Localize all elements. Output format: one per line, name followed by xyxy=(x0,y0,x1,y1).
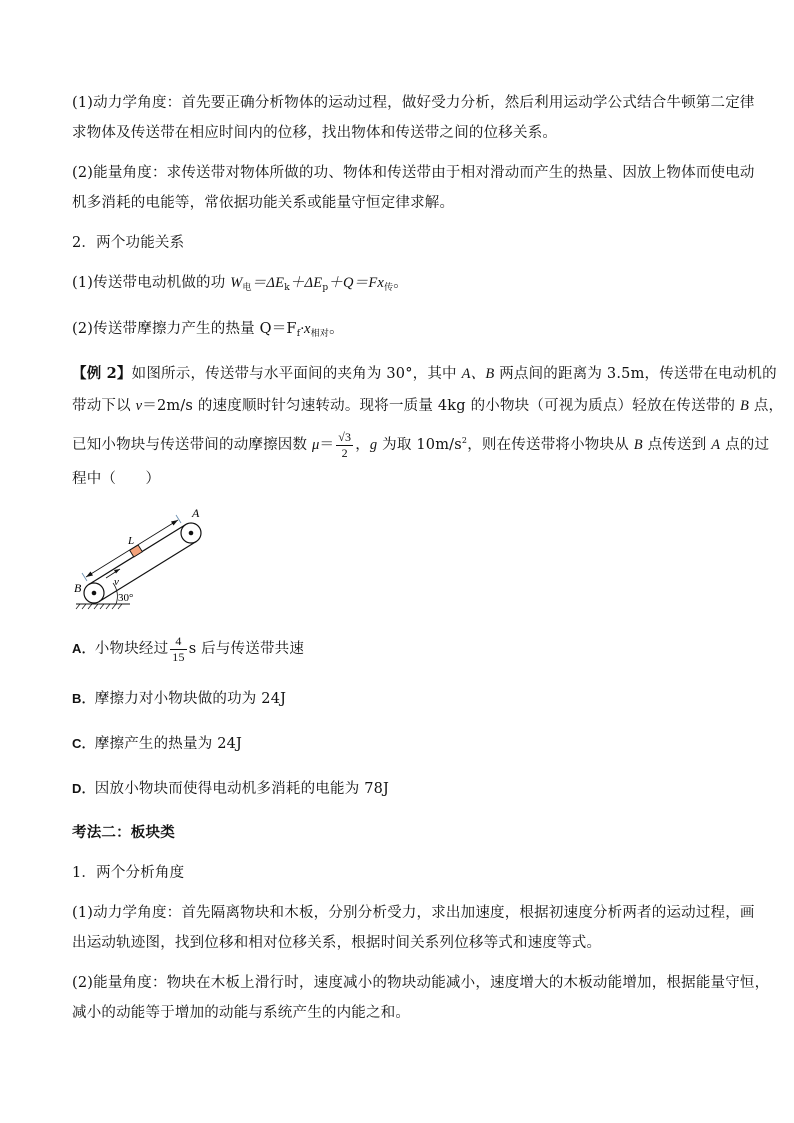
paragraph-energy-line2: 机多消耗的电能等，常依据功能关系或能量守恒定律求解。 xyxy=(72,195,455,211)
example-text: 两点间的距离为 3.5m，传送带在电动机的 xyxy=(494,366,777,382)
pulley-A-axle xyxy=(189,531,194,536)
subscript-dian: 电 xyxy=(242,283,252,293)
mu-denominator: 2 xyxy=(341,445,348,460)
tick-A xyxy=(176,515,181,523)
example-text: ， xyxy=(355,437,370,453)
symbol-g: g xyxy=(369,437,378,453)
relation-1 xyxy=(72,266,722,305)
heading-two-angles: 1．两个分析角度 xyxy=(72,865,185,881)
option-C-letter: C． xyxy=(72,736,95,751)
example-tag: 【例 2】 xyxy=(72,365,132,382)
conveyor-belt-figure xyxy=(72,500,212,612)
example-text: 带动下以 xyxy=(72,398,136,414)
example-line1 xyxy=(72,357,777,391)
example-text: 为取 10m/s xyxy=(377,437,462,453)
point-B: B xyxy=(633,437,643,453)
dimension-arrow-B xyxy=(86,572,93,578)
symbol-W: W xyxy=(230,275,243,291)
option-B-letter: B． xyxy=(72,691,95,706)
example-line3 xyxy=(72,424,770,462)
sqrt3: √3 xyxy=(338,429,352,444)
relation-1-prefix: (1)传送带电动机做的功 xyxy=(72,275,231,291)
option-D-text: 因放小物块而使得电动机多消耗的电能为 78J xyxy=(94,781,390,797)
symbol-mu: μ xyxy=(312,437,320,453)
option-D[interactable] xyxy=(72,772,722,806)
label-angle: 30° xyxy=(118,592,134,604)
fraction-4-15 xyxy=(170,634,186,665)
example-line4: 程中（ ） xyxy=(72,471,161,487)
ground-hatching xyxy=(76,604,122,609)
delta-Ep: ＋ΔE xyxy=(289,275,323,291)
section2-energy-line2: 减小的动能等于增加的动能与系统产生的内能之和。 xyxy=(72,1005,411,1021)
relation-2-prefix: (2)传送带摩擦力产生的热量 Q＝F xyxy=(72,321,297,337)
example-text: 点的过 xyxy=(720,437,770,453)
section2-dynamics-line2: 出运动轨迹图，找到位移和相对位移关系，根据时间关系列位移等式和速度等式。 xyxy=(72,935,602,951)
subscript-chuan: 传 xyxy=(384,283,394,293)
relation-2-end: 。 xyxy=(329,321,344,337)
mu-numerator xyxy=(336,430,353,446)
option-B[interactable] xyxy=(72,682,722,716)
relation-1-end: 。 xyxy=(393,275,408,291)
q-fx: ＋Q＝Fx xyxy=(328,275,385,291)
fraction-numerator: 4 xyxy=(170,634,186,650)
superscript-2: 2 xyxy=(461,436,468,445)
option-A-text: 小物块经过 xyxy=(94,641,169,657)
point-B: B xyxy=(739,398,750,414)
label-L: L xyxy=(128,535,135,547)
label-B: B xyxy=(74,581,82,595)
belt-lower xyxy=(99,542,196,602)
paragraph-dynamics-line1: (1)动力学角度：首先要正确分析物体的运动过程，做好受力分析，然后利用运动学公式结合牛顿第二定律 xyxy=(72,95,755,111)
option-A-text: s 后与传送带共速 xyxy=(188,641,305,657)
delta-Ek: ＝ΔE xyxy=(251,275,285,291)
dimension-L-line xyxy=(86,520,178,577)
label-A: A xyxy=(192,506,200,520)
example-text: 已知小物块与传送带间的动摩擦因数 xyxy=(72,437,313,453)
option-A[interactable] xyxy=(72,632,722,666)
symbol-x: ·x xyxy=(300,321,311,337)
dimension-arrow-A xyxy=(171,520,178,526)
example-text: 点， xyxy=(749,398,784,414)
section-title-board-block: 考法二：板块类 xyxy=(72,824,175,841)
fraction-denominator: 15 xyxy=(172,649,185,664)
relation-2 xyxy=(72,312,722,351)
section2-energy-line1: (2)能量角度：物块在木板上滑行时，速度减小的物块动能减小，速度增大的木板动能增加，根据能量守恒， xyxy=(72,975,770,991)
example-text: 如图所示，传送带与水平面间的夹角为 30°，其中 xyxy=(131,366,462,382)
example-text: ＝2m/s 的速度顺时针匀速转动。现将一质量 4kg 的小物块（可视为质点）轻放在传送带的 xyxy=(142,398,740,414)
subscript-k: k xyxy=(284,283,290,293)
symbol-v: v xyxy=(135,398,143,414)
option-C[interactable] xyxy=(72,727,722,761)
label-v: v xyxy=(114,576,119,588)
equals-sign: ＝ xyxy=(319,437,335,453)
example-line2 xyxy=(72,389,784,423)
example-text: 点传送到 xyxy=(642,437,712,453)
subscript-xiangdui: 相对 xyxy=(310,329,330,339)
velocity-arrowhead xyxy=(114,569,120,574)
paragraph-energy-line1: (2)能量角度：求传送带对物体所做的功、物体和传送带由于相对滑动而产生的热量、因放上物体而使电动 xyxy=(72,165,755,181)
section2-dynamics-line1: (1)动力学角度：首先隔离物块和木板，分别分析受力，求出加速度，根据初速度分析两者的运动过程，画 xyxy=(72,905,755,921)
pulley-B-axle xyxy=(92,591,97,596)
subscript-f: f xyxy=(296,329,301,339)
option-B-text: 摩擦力对小物块做的功为 24J xyxy=(94,691,287,707)
subscript-p: p xyxy=(322,283,329,293)
paragraph-dynamics-line2: 求物体及传送带在相应时间内的位移，找出物体和传送带之间的位移关系。 xyxy=(72,125,558,141)
option-C-text: 摩擦产生的热量为 24J xyxy=(94,736,243,752)
mu-fraction xyxy=(336,430,353,461)
option-D-letter: D． xyxy=(72,781,95,796)
point-A: A xyxy=(711,437,721,453)
option-A-letter: A． xyxy=(72,641,95,656)
heading-two-relations: 2．两个功能关系 xyxy=(72,235,185,251)
example-text: ，则在传送带将小物块从 xyxy=(467,437,634,453)
points-AB: A、B xyxy=(461,366,495,382)
